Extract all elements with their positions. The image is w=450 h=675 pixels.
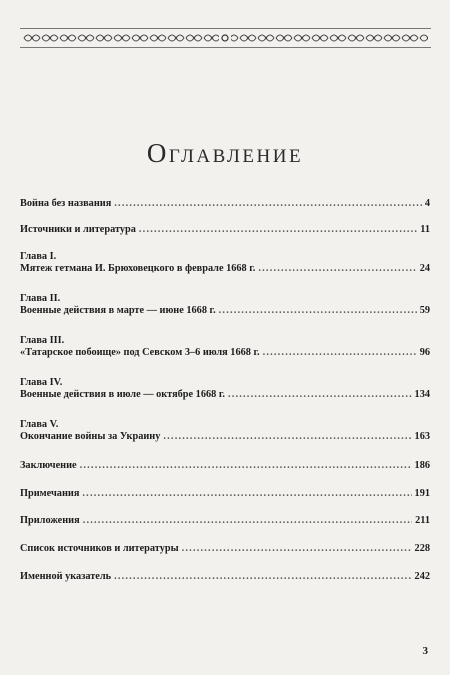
toc-chapter-label: Глава II.: [20, 293, 61, 304]
page-title: Оглавление: [146, 138, 304, 168]
page-number: 3: [422, 645, 428, 657]
toc-chapter-label: Глава I.: [20, 251, 57, 262]
toc-entry[interactable]: [20, 335, 430, 359]
toc-leader-dots: [182, 543, 412, 555]
toc-leader-dots: [163, 431, 411, 443]
ornament-pattern-icon: [23, 31, 428, 45]
toc-entry[interactable]: [20, 198, 430, 210]
toc-entry-title: Военные действия в марте — июне 1668 г.: [20, 305, 216, 316]
toc-entry-page: 134: [414, 389, 430, 400]
toc-entry-page: 191: [414, 488, 430, 499]
toc-entry-page: 211: [415, 515, 430, 526]
toc-entry-title: Окончание войны за Украину: [20, 431, 161, 442]
toc-entry[interactable]: [20, 460, 430, 472]
toc-entry-title: Именной указатель: [20, 571, 112, 582]
toc-entry-title: Приложения: [20, 515, 80, 526]
toc-entry[interactable]: [20, 377, 430, 401]
toc-entry-page: 4: [424, 198, 430, 209]
toc-entry[interactable]: [20, 571, 430, 583]
toc-entry-page: 228: [414, 543, 430, 554]
toc-entry-title: Военные действия в июле — октябре 1668 г.: [20, 389, 225, 400]
toc-entry-title: Источники и литература: [20, 224, 136, 235]
toc-leader-dots: [114, 571, 411, 583]
toc-entry-page: 163: [414, 431, 430, 442]
toc-entry[interactable]: [20, 543, 430, 555]
toc-entry-title: Война без названия: [20, 198, 112, 209]
toc-entry-page: 242: [414, 571, 430, 582]
toc-leader-dots: [139, 224, 417, 236]
toc-chapter-label: Глава IV.: [20, 377, 63, 388]
header-ornament: [20, 28, 431, 48]
toc-entry-page: 96: [419, 347, 430, 358]
toc-entry[interactable]: [20, 224, 430, 236]
toc-entry-title: Мятеж гетмана И. Брюховецкого в феврале 1668 г.: [20, 263, 256, 274]
toc-entry-page: 24: [419, 263, 430, 274]
toc-leader-dots: [83, 515, 412, 527]
toc-entry-title: Список источников и литературы: [20, 543, 179, 554]
toc-entry-page: 11: [420, 224, 430, 235]
toc-chapter-label: Глава III.: [20, 335, 65, 346]
toc-entry[interactable]: [20, 515, 430, 527]
toc-chapter-label: Глава V.: [20, 419, 59, 430]
toc-leader-dots: [80, 460, 412, 472]
toc-leader-dots: [228, 389, 412, 401]
toc-leader-dots: [263, 347, 417, 359]
toc-leader-dots: [82, 488, 411, 500]
toc-leader-dots: [114, 198, 422, 210]
toc-entry-page: 186: [414, 460, 430, 471]
toc-entry-title: «Татарское побоище» под Севском 3–6 июля 1668 г.: [20, 347, 260, 358]
toc-entry[interactable]: [20, 419, 430, 443]
toc-entry[interactable]: [20, 488, 430, 500]
toc-entry[interactable]: [20, 251, 430, 275]
toc-leader-dots: [258, 263, 416, 275]
toc-entry[interactable]: [20, 293, 430, 317]
toc-entry-title: Заключение: [20, 460, 77, 471]
toc-entry-page: 59: [419, 305, 430, 316]
toc-leader-dots: [219, 305, 417, 317]
toc-entry-title: Примечания: [20, 488, 80, 499]
